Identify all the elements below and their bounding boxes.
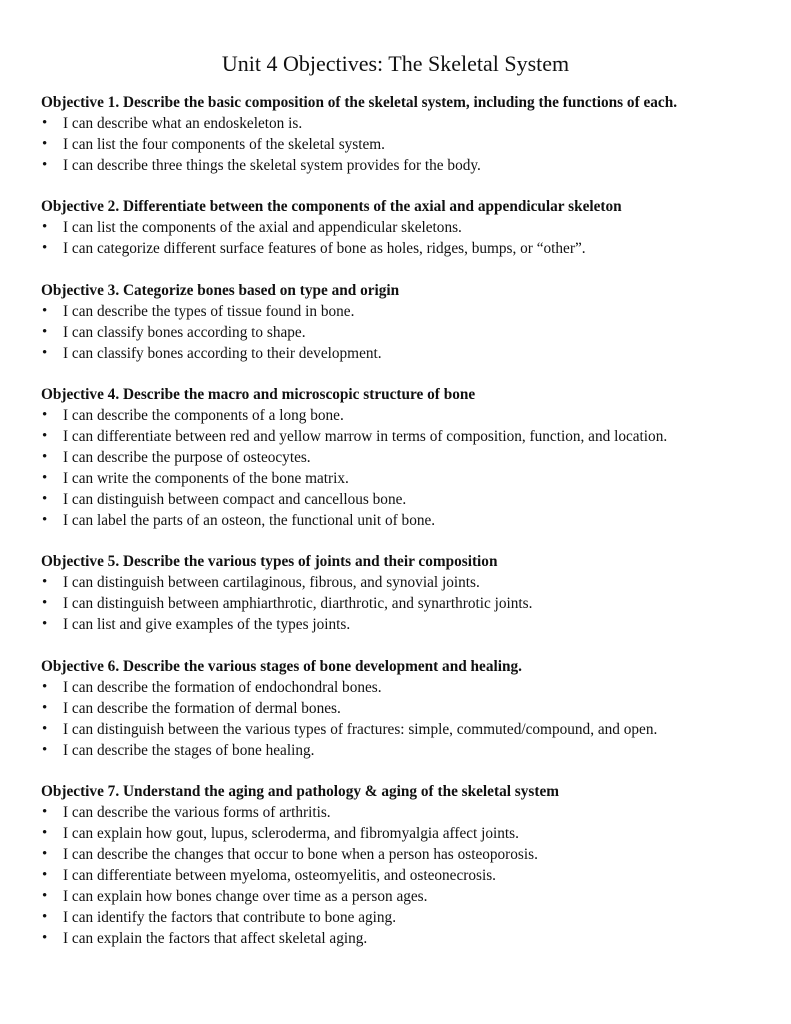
list-item-text: I can describe the formation of dermal bones. [63,700,341,717]
bullet-icon: • [42,825,48,841]
list-item [41,677,761,698]
bullet-icon: • [42,407,48,423]
objective-items [41,677,761,761]
list-item-text: I can describe the components of a long bone. [63,407,344,424]
list-item-text: I can describe the stages of bone healing. [63,742,315,759]
list-item [41,865,761,886]
list-item-text: I can differentiate between red and yellow marrow in terms of composition, function, and location. [63,428,668,445]
list-item-text: I can distinguish between amphiarthrotic, diarthrotic, and synarthrotic joints. [63,595,533,612]
list-item-text: I can identify the factors that contribute to bone aging. [63,909,397,926]
list-item [41,447,761,468]
objective-1 [41,92,761,176]
list-item-text: I can explain the factors that affect skeletal aging. [63,930,368,947]
objective-items [41,405,761,531]
bullet-icon: • [42,219,48,235]
list-item [41,510,761,531]
list-item-text: I can distinguish between the various types of fractures: simple, commuted/compound, and open. [63,721,658,738]
list-item-text: I can categorize different surface features of bone as holes, ridges, bumps, or “other”. [63,240,586,257]
list-item-text: I can write the components of the bone matrix. [63,470,349,487]
list-item-text: I can label the parts of an osteon, the functional unit of bone. [63,512,436,529]
list-item [41,719,761,740]
objective-6 [41,656,761,761]
objective-7 [41,781,761,949]
bullet-icon: • [42,888,48,904]
list-item [41,405,761,426]
list-item-text: I can describe what an endoskeleton is. [63,115,303,132]
list-item [41,155,761,176]
list-item-text: I can describe three things the skeletal system provides for the body. [63,157,481,174]
objective-heading: Objective 1. Describe the basic composition of the skeletal system, including the functions of each. [41,94,678,111]
bullet-icon: • [42,491,48,507]
list-item [41,928,761,949]
bullet-icon: • [42,721,48,737]
bullet-icon: • [42,804,48,820]
list-item [41,301,761,322]
list-item-text: I can describe the formation of endochondral bones. [63,679,382,696]
bullet-icon: • [42,470,48,486]
bullet-icon: • [42,324,48,340]
list-item [41,238,761,259]
bullet-icon: • [42,700,48,716]
objective-heading: Objective 3. Categorize bones based on type and origin [41,282,400,299]
list-item [41,886,761,907]
objective-heading: Objective 7. Understand the aging and pathology & aging of the skeletal system [41,783,559,800]
bullet-icon: • [42,742,48,758]
bullet-icon: • [42,115,48,131]
list-item [41,217,761,238]
bullet-icon: • [42,846,48,862]
objective-2 [41,196,761,259]
bullet-icon: • [42,240,48,256]
objective-items [41,572,761,635]
list-item [41,593,761,614]
bullet-icon: • [42,909,48,925]
list-item-text: I can list the components of the axial and appendicular skeletons. [63,219,462,236]
objective-4 [41,384,761,531]
list-item [41,322,761,343]
list-item-text: I can describe the purpose of osteocytes. [63,449,311,466]
bullet-icon: • [42,616,48,632]
list-item-text: I can explain how gout, lupus, scleroderma, and fibromyalgia affect joints. [63,825,519,842]
list-item-text: I can distinguish between compact and cancellous bone. [63,491,407,508]
bullet-icon: • [42,345,48,361]
bullet-icon: • [42,867,48,883]
objective-items [41,301,761,364]
bullet-icon: • [42,303,48,319]
bullet-icon: • [42,574,48,590]
bullet-icon: • [42,428,48,444]
objective-3 [41,280,761,364]
bullet-icon: • [42,136,48,152]
bullet-icon: • [42,449,48,465]
bullet-icon: • [42,157,48,173]
bullet-icon: • [42,679,48,695]
list-item [41,426,761,447]
list-item-text: I can describe the types of tissue found in bone. [63,303,355,320]
page-title: Unit 4 Objectives: The Skeletal System [221,51,570,76]
list-item [41,844,761,865]
objective-heading: Objective 2. Differentiate between the components of the axial and appendicular skeleton [41,198,622,215]
list-item-text: I can list the four components of the skeletal system. [63,136,386,153]
bullet-icon: • [42,512,48,528]
objective-items [41,113,761,176]
list-item-text: I can describe the various forms of arthritis. [63,804,331,821]
list-item-text: I can classify bones according to shape. [63,324,306,341]
list-item [41,740,761,761]
objective-heading: Objective 6. Describe the various stages of bone development and healing. [41,658,522,675]
list-item [41,802,761,823]
list-item-text: I can classify bones according to their development. [63,345,382,362]
list-item-text: I can list and give examples of the types joints. [63,616,351,633]
list-item [41,614,761,635]
objective-items [41,217,761,259]
list-item-text: I can describe the changes that occur to bone when a person has osteoporosis. [63,846,538,863]
list-item [41,489,761,510]
objective-heading: Objective 5. Describe the various types of joints and their composition [41,553,498,570]
objective-heading: Objective 4. Describe the macro and microscopic structure of bone [41,386,476,403]
list-item [41,698,761,719]
list-item [41,823,761,844]
objective-items [41,802,761,949]
list-item [41,907,761,928]
list-item [41,572,761,593]
list-item-text: I can differentiate between myeloma, osteomyelitis, and osteonecrosis. [63,867,496,884]
list-item [41,134,761,155]
objective-5 [41,551,761,635]
list-item [41,468,761,489]
list-item [41,113,761,134]
list-item [41,343,761,364]
list-item-text: I can explain how bones change over time as a person ages. [63,888,428,905]
list-item-text: I can distinguish between cartilaginous, fibrous, and synovial joints. [63,574,480,591]
bullet-icon: • [42,595,48,611]
bullet-icon: • [42,930,48,946]
